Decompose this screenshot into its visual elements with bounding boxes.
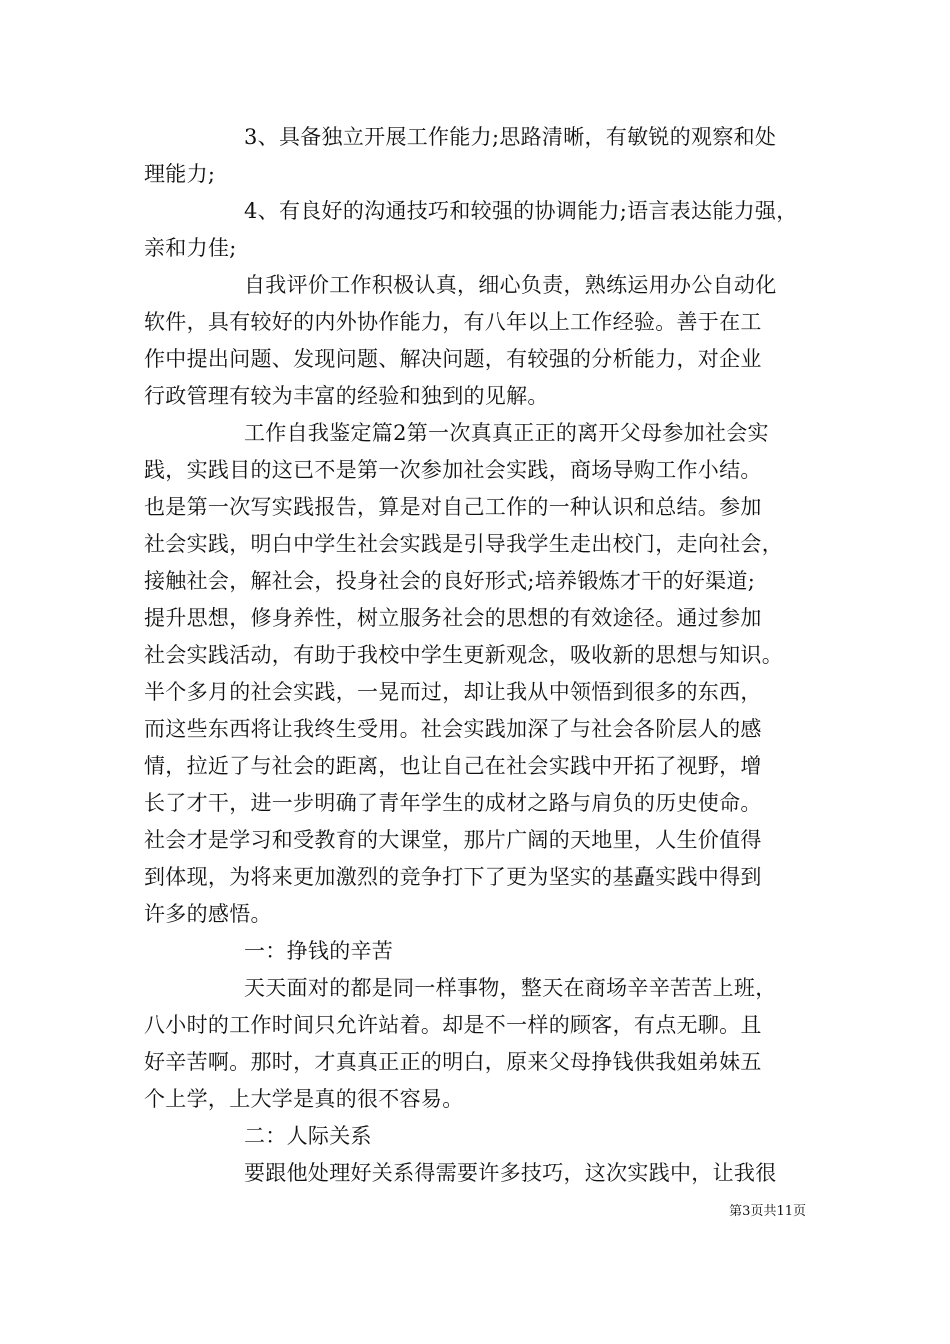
text-line: 接触社会，解社会，投身社会的良好形式;培养锻炼才干的好渠道; bbox=[144, 569, 756, 593]
text-line: 要跟他处理好关系得需要许多技巧，这次实践中，让我很 bbox=[244, 1161, 777, 1185]
section-heading: 一：挣钱的辛苦 bbox=[244, 939, 394, 963]
text-line: 工作自我鉴定篇2第一次真真正正的离开父母参加社会实 bbox=[244, 421, 769, 445]
text-line: 行政管理有较为丰富的经验和独到的见解。 bbox=[144, 384, 549, 408]
text-line: 许多的感悟。 bbox=[144, 902, 272, 926]
text-line: 软件，具有较好的内外协作能力，有八年以上工作经验。善于在工 bbox=[144, 310, 762, 334]
text-line: 社会实践，明白中学生社会实践是引导我学生走出校门，走向社会， bbox=[144, 532, 783, 556]
text-line: 3、具备独立开展工作能力;思路清晰，有敏锐的观察和处 bbox=[244, 125, 777, 149]
text-line: 社会才是学习和受教育的大课堂，那片广阔的天地里，人生价值得 bbox=[144, 828, 762, 852]
text-line: 好辛苦啊。那时，才真真正正的明白，原来父母挣钱供我姐弟妹五 bbox=[144, 1050, 762, 1074]
text-line: 长了才干，进一步明确了青年学生的成材之路与肩负的历史使命。 bbox=[144, 791, 762, 815]
text-line: 半个多月的社会实践，一晃而过，却让我从中领悟到很多的东西， bbox=[144, 680, 762, 704]
text-line: 个上学，上大学是真的很不容易。 bbox=[144, 1087, 464, 1111]
text-line: 自我评价工作积极认真，细心负责，熟练运用办公自动化 bbox=[244, 273, 777, 297]
text-line: 八小时的工作时间只允许站着。却是不一样的顾客，有点无聊。且 bbox=[144, 1013, 762, 1037]
text-line: 提升思想，修身养性，树立服务社会的思想的有效途径。通过参加 bbox=[144, 606, 762, 630]
text-line: 作中提出问题、发现问题、解决问题，有较强的分析能力，对企业 bbox=[144, 347, 762, 371]
text-line: 4、有良好的沟通技巧和较强的协调能力;语言表达能力强， bbox=[244, 199, 798, 223]
page-number: 第3页共11页 bbox=[729, 1204, 806, 1219]
text-line: 社会实践活动，有助于我校中学生更新观念，吸收新的思想与知识。 bbox=[144, 643, 783, 667]
section-heading: 二：人际关系 bbox=[244, 1124, 372, 1148]
text-line: 理能力; bbox=[144, 162, 216, 186]
text-line: 天天面对的都是同一样事物，整天在商场辛辛苦苦上班， bbox=[244, 976, 777, 1000]
text-line: 情，拉近了与社会的距离，也让自己在社会实践中开拓了视野，增 bbox=[144, 754, 762, 778]
text-line: 践，实践目的这已不是第一次参加社会实践，商场导购工作小结。 bbox=[144, 458, 762, 482]
text-line: 到体现，为将来更加激烈的竞争打下了更为坚实的基矗实践中得到 bbox=[144, 865, 762, 889]
text-line: 而这些东西将让我终生受用。社会实践加深了与社会各阶层人的感 bbox=[144, 717, 762, 741]
text-line: 亲和力佳; bbox=[144, 236, 237, 260]
text-line: 也是第一次写实践报告，算是对自己工作的一种认识和总结。参加 bbox=[144, 495, 762, 519]
